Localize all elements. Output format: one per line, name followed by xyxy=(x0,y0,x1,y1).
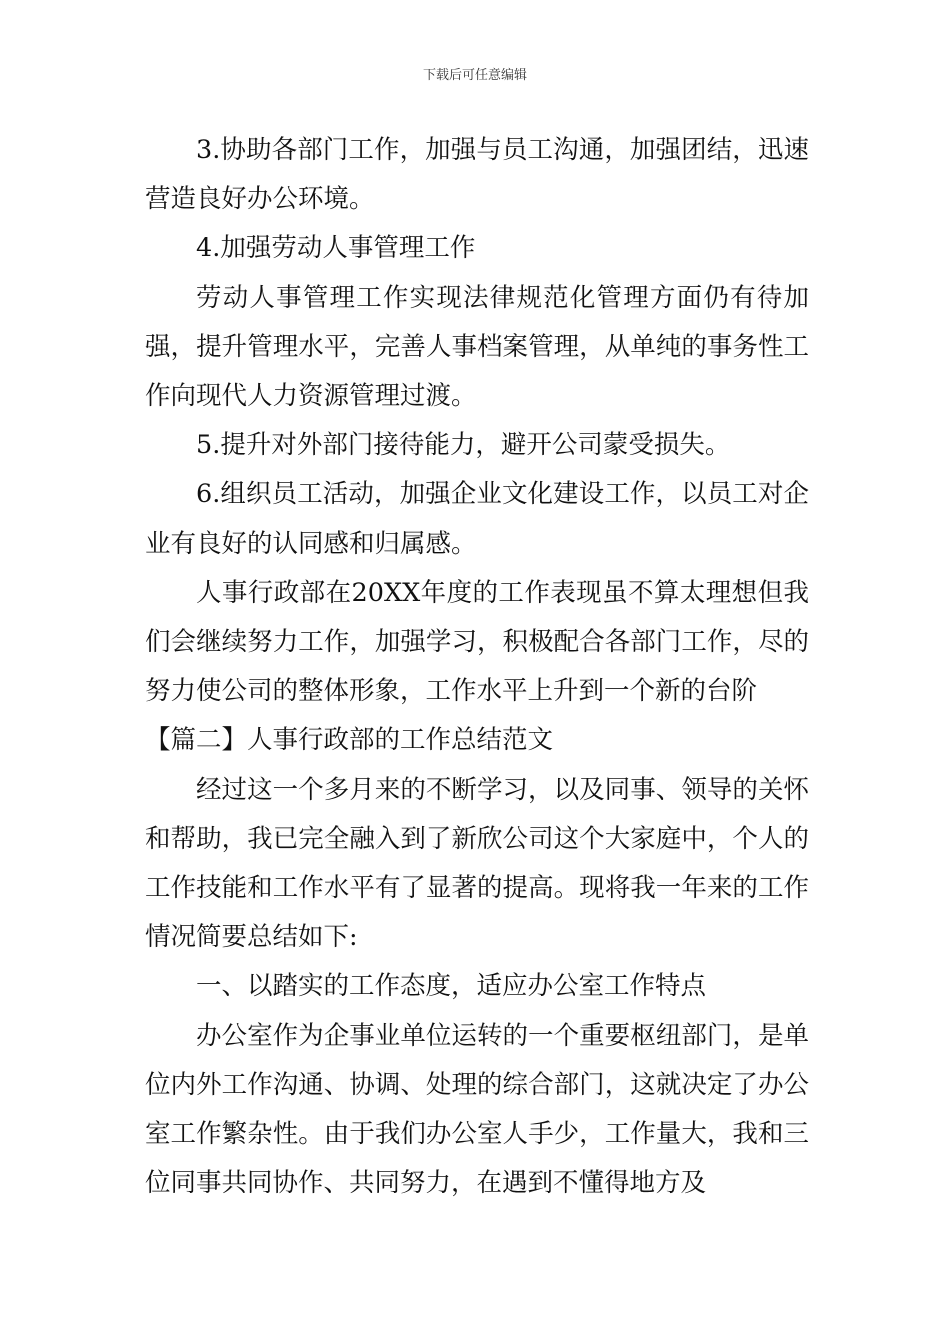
document-body xyxy=(145,126,809,1208)
section-heading-one: 一、以踏实的工作态度，适应办公室工作特点 xyxy=(196,971,707,1002)
paragraph-item-5: 5.提升对外部门接待能力，避开公司蒙受损失。 xyxy=(196,430,731,461)
section-title-part-two: 【篇二】人事行政部的工作总结范文 xyxy=(145,725,554,756)
page-header-note: 下载后可任意编辑 xyxy=(422,68,527,83)
paragraph-item-3: 3.协助各部门工作，加强与员工沟通，加强团结，迅速营造良好办公环境。 xyxy=(145,135,809,215)
paragraph-annual-summary: 人事行政部在20XX年度的工作表现虽不算太理想但我们会继续努力工作，加强学习，积极配合各部门工作，尽的努力使公司的整体形象，工作水平上升到一个新的台阶 xyxy=(145,577,809,707)
paragraph-introduction: 经过这一个多月来的不断学习，以及同事、领导的关怀和帮助，我已完全融入到了新欣公司这个大家庭中，个人的工作技能和工作水平有了显著的提高。现将我一年来的工作情况简要总结如下: xyxy=(145,774,809,953)
paragraph-item-4-heading: 4.加强劳动人事管理工作 xyxy=(196,233,476,264)
paragraph-personnel-management: 劳动人事管理工作实现法律规范化管理方面仍有待加强，提升管理水平，完善人事档案管理，从单纯的事务性工作向现代人力资源管理过渡。 xyxy=(145,282,809,412)
paragraph-item-6: 6.组织员工活动，加强企业文化建设工作，以员工对企业有良好的认同感和归属感。 xyxy=(145,479,809,559)
paragraph-office-role: 办公室作为企事业单位运转的一个重要枢纽部门，是单位内外工作沟通、协调、处理的综合部门，这就决定了办公室工作繁杂性。由于我们办公室人手少，工作量大，我和三位同事共同协作、共同努力，在遇到不懂得地方及 xyxy=(145,1020,809,1199)
